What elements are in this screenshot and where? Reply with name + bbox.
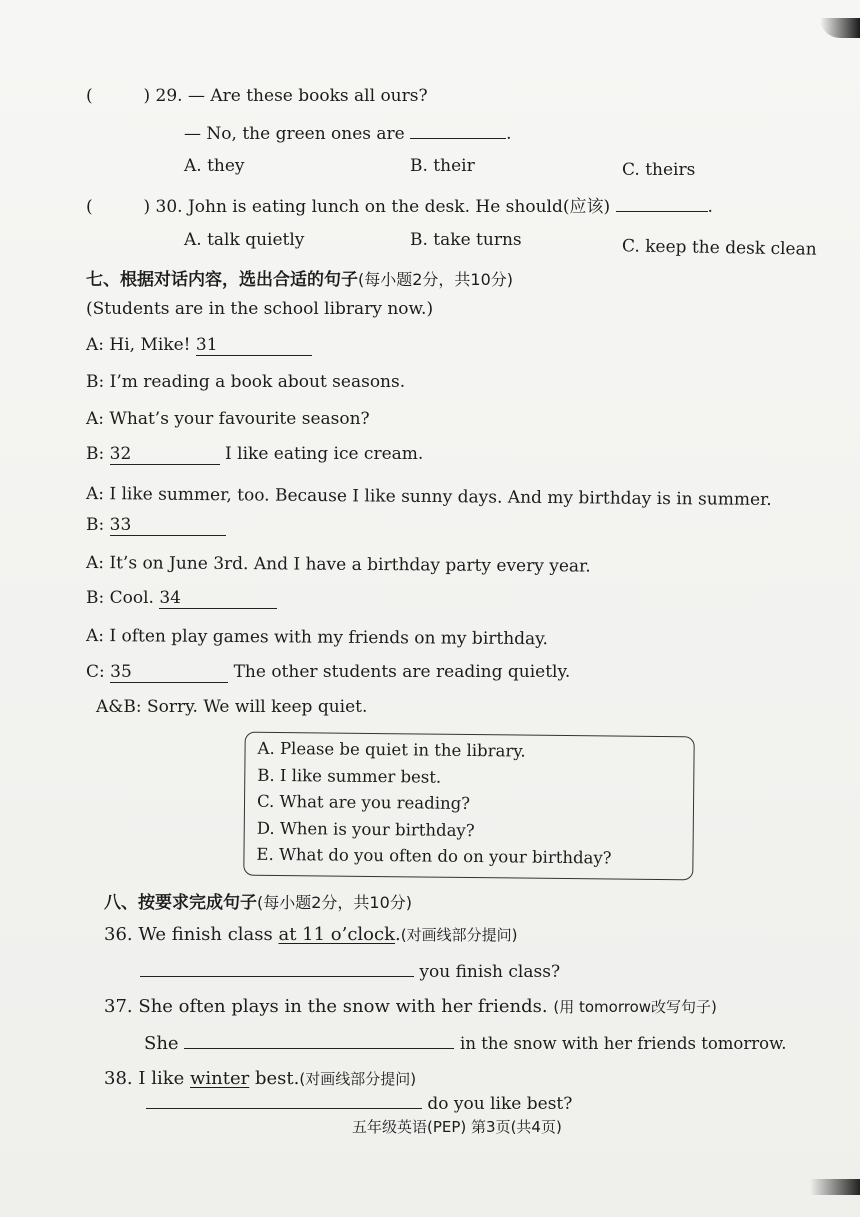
dialogue-line-9: A: I often play games with my friends on my birthday. — [85, 626, 549, 650]
dialogue-line-10: C: 35 The other students are reading quietly. — [86, 662, 571, 682]
question-number: 30. — [155, 197, 183, 217]
dialogue-line-11: A&B: Sorry. We will keep quiet. — [96, 697, 368, 717]
answer-blank[interactable] — [410, 120, 506, 139]
q29-line1 — [86, 86, 428, 106]
question-number: 29. — [155, 86, 183, 106]
question-number: 36. — [104, 924, 133, 945]
choice-d: D. When is your birthday? — [256, 818, 475, 841]
blank-32[interactable]: 32 — [110, 444, 220, 465]
instruction: (对画线部分提问) — [299, 1070, 417, 1088]
underlined-part: winter — [190, 1068, 250, 1089]
choice-a: A. Please be quiet in the library. — [257, 738, 526, 761]
answer-paren-close: ) — [143, 86, 151, 106]
answer-blank[interactable] — [184, 1030, 454, 1049]
dialogue-line-6: B: 33 — [86, 515, 226, 536]
q38-answer-line: do you like best? — [146, 1090, 572, 1114]
question-number: 37. — [104, 996, 133, 1017]
question-text: John is eating lunch on the desk. He should(应该) — [187, 197, 611, 217]
dialogue-line-3: A: What’s your favourite season? — [86, 409, 370, 429]
instruction: (用 tomorrow改写句子) — [553, 998, 717, 1016]
blank-34[interactable]: 34 — [159, 588, 277, 609]
answer-paren-close: ) — [143, 197, 151, 217]
section-7-context: (Students are in the school library now.) — [86, 299, 434, 319]
blank-33[interactable]: 33 — [110, 515, 226, 536]
q29-line2: — No, the green ones are . — [184, 120, 512, 144]
q37-line: 37. She often plays in the snow with her friends. (用 tomorrow改写句子) — [104, 996, 717, 1017]
page-footer: 五年级英语(PEP) 第3页(共4页) — [352, 1118, 562, 1136]
q30-option-a: A. talk quietly — [184, 230, 305, 250]
blank-35[interactable]: 35 — [110, 662, 228, 683]
choices-box — [243, 732, 694, 881]
dialogue-line-2: B: I’m reading a book about seasons. — [86, 372, 406, 392]
q29-option-a: A. they — [184, 156, 245, 176]
question-number: 38. — [104, 1068, 133, 1089]
q30-line: ( ) 30. John is eating lunch on the desk. He should(应该) . — [86, 192, 713, 217]
q30-option-c: C. keep the desk clean — [621, 236, 817, 260]
q38-line: 38. I like winter best.(对画线部分提问) — [104, 1068, 417, 1089]
underlined-part: at 11 o’clock — [278, 924, 396, 945]
q36-line: 36. We finish class at 11 o’clock.(对画线部分提问) — [104, 924, 518, 945]
section-8-title: 八、按要求完成句子(每小题2分，共10分) — [104, 893, 413, 913]
choice-b: B. I like summer best. — [257, 765, 442, 787]
choice-e: E. What do you often do on your birthday? — [256, 844, 612, 868]
q36-answer-line: you finish class? — [140, 958, 560, 982]
answer-blank[interactable] — [140, 958, 414, 977]
dialogue-line-1: A: Hi, Mike! 31 — [86, 335, 312, 356]
dialogue-line-5: A: I like summer, too. Because I like sunny days. And my birthday is in summer. — [85, 484, 772, 510]
dialogue-line-7: A: It’s on June 3rd. And I have a birthday party every year. — [85, 553, 591, 577]
scan-corner-shadow-bottom — [810, 1179, 860, 1195]
answer-paren-open: ( — [86, 86, 93, 106]
choice-c: C. What are you reading? — [256, 791, 471, 814]
blank-31[interactable]: 31 — [196, 335, 312, 356]
q29-option-c: C. theirs — [622, 160, 696, 180]
question-text: — Are these books all ours? — [187, 86, 428, 106]
instruction: (对画线部分提问) — [400, 926, 518, 944]
q30-option-b: B. take turns — [410, 230, 522, 250]
dialogue-line-4: B: 32 I like eating ice cream. — [86, 444, 424, 464]
q29-option-b: B. their — [410, 156, 475, 176]
q37-answer-line: She in the snow with her friends tomorrow. — [144, 1030, 787, 1054]
dialogue-line-8: B: Cool. 34 — [86, 588, 277, 609]
answer-blank[interactable] — [616, 193, 708, 212]
answer-blank[interactable] — [146, 1090, 422, 1109]
question-text: — No, the green ones are — [184, 124, 405, 144]
section-7-title: 七、根据对话内容，选出合适的句子(每小题2分，共10分) — [86, 270, 514, 290]
scan-corner-shadow — [820, 18, 860, 38]
answer-paren-open: ( — [86, 197, 93, 217]
